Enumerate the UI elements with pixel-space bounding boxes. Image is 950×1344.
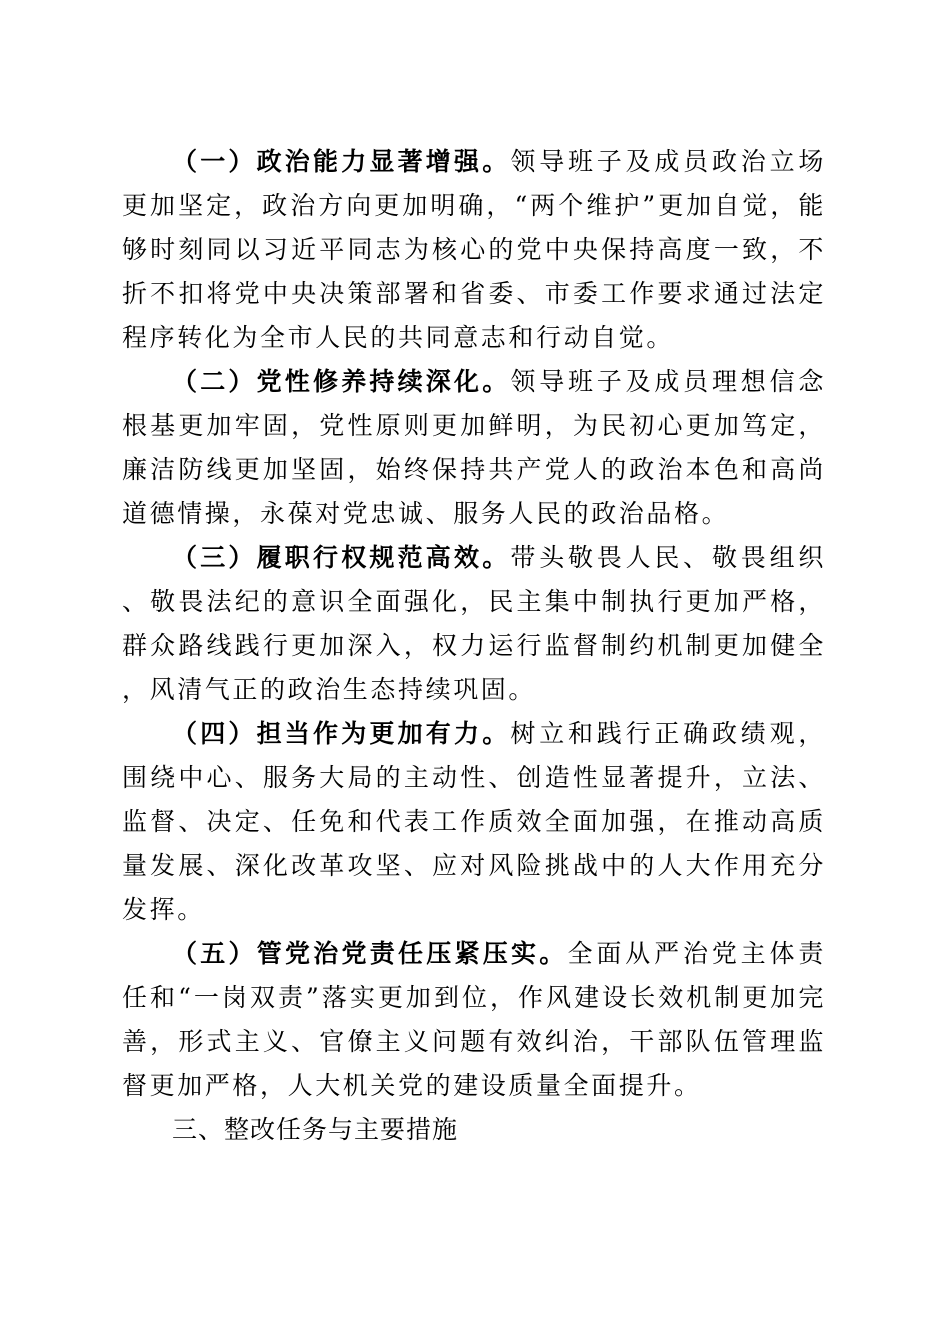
paragraph-lead: （四）担当作为更加有力。 [172,719,511,748]
paragraph-party-spirit [122,360,826,536]
paragraph-lead: （五）管党治党责任压紧压实。 [172,939,568,968]
section-heading: 三、整改任务与主要措施 [172,1115,459,1144]
paragraph-responsibility [122,712,826,932]
paragraph-lead: （三）履职行权规范高效。 [172,543,511,572]
paragraph-duty-performance [122,536,826,712]
paragraph-text: 全面从严治党主体责任和“一岗双责”落实更加到位，作风建设长效机制更加完善，形式主义、官僚主义问题有效纠治，干部队伍管理监督更加严格，人大机关党的建设质量全面提升。 [122,939,826,1100]
document-body [122,140,826,1152]
paragraph-text: 树立和践行正确政绩观，围绕中心、服务大局的主动性、创造性显著提升，立法、监督、决定、任免和代表工作质效全面加强，在推动高质量发展、深化改革攻坚、应对风险挑战中的人大作用充分发挥。 [122,719,826,924]
paragraph-party-governance [122,932,826,1108]
paragraph-text: 领导班子及成员政治立场更加坚定，政治方向更加明确，“两个维护”更加自觉，能够时刻同以习近平同志为核心的党中央保持高度一致，不折不扣将党中央决策部署和省委、市委工作要求通过法定程序转化为全市人民的共同意志和行动自觉。 [122,147,826,352]
paragraph-political-capacity [122,140,826,360]
paragraph-text: 领导班子及成员理想信念根基更加牢固，党性原则更加鲜明，为民初心更加笃定，廉洁防线更加坚固，始终保持共产党人的政治本色和高尚道德情操，永葆对党忠诚、服务人民的政治品格。 [122,367,826,528]
paragraph-lead: （一）政治能力显著增强。 [172,147,511,176]
paragraph-text: 带头敬畏人民、敬畏组织、敬畏法纪的意识全面强化，民主集中制执行更加严格，群众路线践行更加深入，权力运行监督制约机制更加健全，风清气正的政治生态持续巩固。 [122,543,826,704]
paragraph-lead: （二）党性修养持续深化。 [172,367,511,396]
